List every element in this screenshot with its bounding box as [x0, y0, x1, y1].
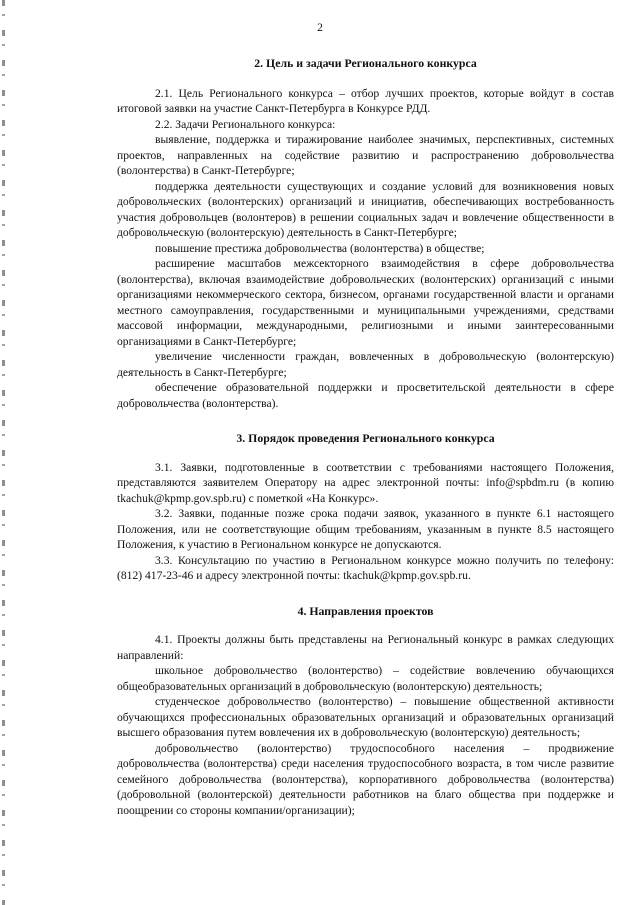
clause-3-2: 3.2. Заявки, поданные позже срока подачи заявок, указанного в пункте 6.1 настоящего Положения, или не соответствующие общим требованиям, указанным в пункте 8.5 настоящего Положения, к участию в Региональном конкурсе не допускаются.: [117, 507, 614, 551]
task-item: выявление, поддержка и тиражирование наиболее значимых, перспективных, системных проектов, направленных на содействие развитию и распространению добровольчества (волонтерства) в Санкт-Петербурге;: [117, 133, 614, 177]
direction-item: студенческое добровольчество (волонтерство) – повышение общественной активности обучающихся профессиональных образовательных организаций и образовательных организаций высшего образования путем вовлечения их в добровольческую (волонтерскую) деятельность;: [117, 695, 614, 739]
task-item: расширение масштабов межсекторного взаимодействия в сфере добровольчества (волонтерства), включая взаимодействие добровольческих (волонтерских) организаций с иными организациями некоммерческого сектора, бизнесом, органами государственной власти и органами местного самоуправления, государственными и муниципальными учреждениями, средствами массовой информации, международными, религиозными и иными заинтересованными организациями в Санкт-Петербурге;: [117, 257, 614, 348]
document-body: [117, 56, 614, 818]
direction-item: добровольчество (волонтерство) трудоспособного населения – продвижение добровольчества (волонтерства) среди населения трудоспособного возраста, в том числе развитие семейного добровольчества (волонтерства), корпоративного добровольчества (волонтерства) (добровольной (волонтерской) деятельности работников на благо общества при поддержке и поощрении со стороны компании/организации);: [117, 741, 614, 817]
section-2-heading: 2. Цель и задачи Регионального конкурса: [254, 56, 477, 70]
clause-2-1: 2.1. Цель Регионального конкурса – отбор лучших проектов, которые войдут в состав итоговой заявки на участие Санкт-Петербурга в Конкурсе РДД.: [117, 86, 614, 115]
task-item: обеспечение образовательной поддержки и просветительской деятельности в сфере добровольчества (волонтерства).: [117, 381, 614, 410]
clause-4-1: 4.1. Проекты должны быть представлены на Региональный конкурс в рамках следующих направлений:: [117, 633, 614, 662]
page-number: 2: [317, 22, 323, 34]
clause-3-3: 3.3. Консультацию по участию в Региональном конкурсе можно получить по телефону: (812) 417-23-46 и адресу электронной почты: tkachuk@kpmp.gov.spb.ru.: [117, 553, 614, 582]
section-4-heading: 4. Направления проектов: [297, 603, 434, 618]
clause-3-1: 3.1. Заявки, подготовленные в соответствии с требованиями настоящего Положения, представляются заявителем Оператору на адрес электронной почты: info@spbdm.ru (в копию tkachuk@kpmp.gov.spb.ru) с пометкой «На Конкурс».: [117, 460, 614, 505]
clause-2-2: 2.2. Задачи Регионального конкурса:: [155, 117, 336, 131]
task-item: повышение престижа добровольчества (волонтерства) в обществе;: [155, 241, 485, 255]
task-item: увеличение численности граждан, вовлеченных в добровольческую (волонтерскую) деятельность в Санкт-Петербурге;: [117, 350, 614, 379]
section-3-heading: 3. Порядок проведения Регионального конкурса: [236, 431, 495, 445]
task-item: поддержка деятельности существующих и создание условий для возникновения новых добровольческих (волонтерских) организаций и инициатив, обеспечивающих востребованность участия добровольцев (волонтеров) в решении социальных задач и вовлечение общественности в добровольческую (волонтерскую) деятельность в Санкт-Петербурге;: [117, 179, 614, 239]
direction-item: школьное добровольчество (волонтерство) – содействие вовлечению обучающихся общеобразовательных организаций в добровольческую (волонтерскую) деятельность;: [117, 664, 614, 693]
binding-edge: [2, 0, 5, 905]
